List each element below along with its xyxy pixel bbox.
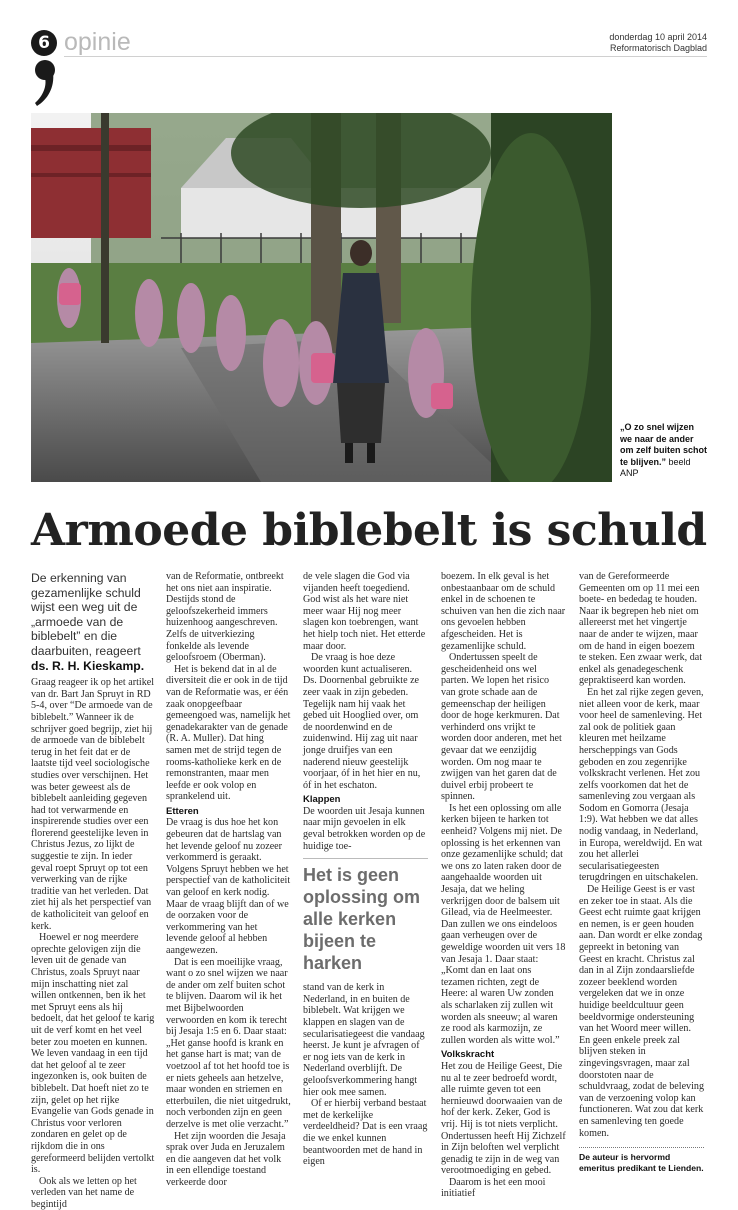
paragraph: De vraag is hoe deze woorden kunt actualiseren. Ds. Doornenbal gebruikte ze zeer vaak in zijn gebeden. Tegelijk nam hij vaak het gebed uit Hooglied over, om de noordenwind en de zuidenwind. Hij zag uit naar jonge druifjes van een naderend nieuw geestelijk voorjaar, óf in het hier en nu, óf in het eschaton. xyxy=(303,652,421,791)
paragraph: Graag reageer ik op het artikel van dr. Bart Jan Spruyt in RD 5-4, over “De armoede van de biblebelt.” Wanneer ik de schrijver goed begrijp, ziet hij de armoede van de biblebelt terug in het feit dat er de laatste tijd veel sociologische studies over verschijnen. Het was beter geweest als de biblebelt aanleiding gegeven had tot verwarmende en inspirerende studies over een florerend geestelijke leven in Christus Jezus, zo lijkt de suggestie te zijn. In ieder geval roept Spruyt op tot een verwerking van de rijke traditie van het verleden. Dat ziet hij als het perspectief van de katholiciteit van geloof en kerk. xyxy=(31,677,155,932)
article-headline: Armoede biblebelt is schuld xyxy=(31,505,707,556)
paragraph: Het zou de Heilige Geest, Die nu al te zeer bedroefd wordt, alle ruimte geven tot een hernieuwd doorwaaien van de hof der kerk. Zeker, God is vrij. Hij is tot niets verplicht. Ondertussen heeft Hij Zichzelf in Zijn beloften wel verplicht genadig te zijn in de weg van verootmoediging en gebed. xyxy=(441,1060,566,1177)
author-note: De auteur is hervormd emeritus predikant te Lienden. xyxy=(579,1152,704,1173)
paragraph: Het zijn woorden die Jesaja sprak over Juda en Jeruzalem en die aangeven dat het volk in een ellendige toestand verkeerde door xyxy=(166,1130,286,1188)
paragraph: Dat is een moeilijke vraag, want o zo snel wijzen we naar de ander om zelf buiten schot te blijven. Daarom wil ik het met Bijbelwoorden verwoorden en kom ik terecht bij Jesaja 1:5 en 6. Daar staat: „Het ganse hoofd is krank en het ganse hart is mat; van de voetzool af tot het hoofd toe is er niets geheels aan hetzelve, maar wonden en striemen en etterbuilen, die niet uitgedrukt, noch verbonden zijn en geen derzelve is met olie verzacht.” xyxy=(166,956,291,1130)
photo-credit: beeld ANP xyxy=(620,456,691,478)
article-column-2 xyxy=(166,571,291,1188)
photo-caption xyxy=(620,422,708,480)
article-column-1 xyxy=(31,571,156,1210)
article-photo xyxy=(31,113,612,482)
subhead: Etteren xyxy=(166,805,199,817)
page-number: 6 xyxy=(31,30,57,56)
paragraph: van de Reformatie, ontbreekt het ons niet aan inspiratie. Destijds stond de geloofszekerheid immers huizenhoog aangeschreven. Zelfs de uitverkiezing fonkelde als levende geloofsroem (Oberman). xyxy=(166,571,284,664)
paragraph: De woorden uit Jesaja kunnen naar mijn gevoelen in elk geval betrokken worden op de huidige toe- xyxy=(303,805,426,852)
article-intro xyxy=(31,571,156,673)
intro-text: De erkenning van gezamenlijke schuld wijst een weg uit de „armoede van de biblebelt” en die daarbuiten, reageert xyxy=(31,571,141,658)
subhead: Klappen xyxy=(303,794,341,806)
article-column-5 xyxy=(579,571,704,1173)
paragraph: Ook als we letten op het verleden van het name de begintijd xyxy=(31,1175,137,1210)
paragraph: Het is bekend dat in al de diversiteit die er ook in de tijd van de Reformatie was, er één zaak onopgeefbaar gemeengoed was, namelijk het genadekarakter van de genade (R. A. Muller). Dat hing samen met de strijd tegen de rooms-katholieke kerk en de remonstranten, maar men leefde er ook volop en sprankelend uit. xyxy=(166,663,291,803)
article-column-4 xyxy=(441,571,566,1200)
paragraph: Hoewel er nog meerdere oprechte gelovigen zijn die leven uit de genade van Christus, zoals Spruyt naar mijn inschatting niet zal willen ontkennen, ben ik het met Spruyt eens als hij bedoelt, dat het geloof te karig uit de verf komt en het veel beter zou moeten en kunnen. We leven vandaag in een tijd dat het geloof al te zeer ingezonken is, ook buiten de biblebelt. Dat hoeft niet zo te zijn, gelet op het rijke Evangelie van Gods genade in Christus voor verloren zondaren en gelet op de rijkdom die in ons gereformeerd belijden vertolkt is. xyxy=(31,932,155,1176)
paragraph: Ondertussen speelt de gescheidenheid ons wel parten. We lopen het risico van grote schade aan de gemeenschap der heiligen door de hoge kerkmuren. Dat verhinderd ons vrijkt te worden door anderen, met het gevaar dat we eenzijdig worden. Om nog maar te zwijgen van het garen dat de duivel erbij probeert te spinnen. xyxy=(441,652,562,803)
paragraph: De Heilige Geest is er vast en zeker toe in staat. Als die Geest echt ruimte gaat krijgen en nemen, is er geen houden aan. Dan wordt er elke zondag gepreekt in betoning van Geest en kracht. Christus zal dan in al Zijn zondaarsliefde zozeer beeklend worden vergeleken dat we in onze huidige beeldcultuur geen beeldvormige ondersteuning van het Woord meer willen. En geen enkele preek zal blijven steken in zingevingsvragen, maar zal doorstoten naar de schuldvraag, zodat de beleving van de verzoening volop kan functioneren. Wat zou dat kerk en samenleving ten goede komen. xyxy=(579,884,705,1139)
pull-quote: Het is geen oplossing om alle kerken bijeen te harken xyxy=(303,858,428,974)
comma-icon xyxy=(33,58,57,108)
caption-quote: „O zo snel wijzen we naar de ander om zelf buiten schot te blijven.” xyxy=(620,422,708,467)
issue-date: donderdag 10 april 2014 xyxy=(609,32,707,42)
article-column-3 xyxy=(303,571,428,1168)
dateline xyxy=(609,32,707,54)
paragraph: van de Gereformeerde Gemeenten om op 11 mei een boete- en bededag te houden. Naar ik begrepen heb niet om allereerst met het vingertje naar de ander te wijzen, maar om de hand in eigen boezem te steken. Een zwaar werk, dat enkel als genadegeschenk gepraktiseerd kan worden. xyxy=(579,571,703,687)
intro-author: ds. R. H. Kieskamp. xyxy=(31,658,145,673)
newspaper-name: Reformatorisch Dagblad xyxy=(609,43,707,53)
paragraph: De vraag is dus hoe het kon gebeuren dat de hartslag van het levende geloof nu zozeer verkommerd is geraakt. Volgens Spruyt hebben we het perspectief van de katholiciteit van geloof en kerk nodig. Maar de vraag blijft dan of we de oorzaken voor de verkommering van het levende geloof al hebben aangewezen. xyxy=(166,817,291,956)
paragraph: stand van de kerk in Nederland, in en buiten de biblebelt. Wat krijgen we klappen en slagen van de secularisatiegeest die vandaag heerst. Je kunt je afvragen of er nog iets van de kerk in Nederland overblijft. De geloofsverkommering hangt hier ook mee samen. xyxy=(303,982,425,1098)
author-note-divider xyxy=(579,1147,704,1148)
paragraph: de vele slagen die God via vijanden heeft toegediend. God wist als het ware niet meer waar Hij nog meer slagen kon toebrengen, want het hielp toch niet. Het etterde maar door. xyxy=(303,571,426,652)
paragraph: Of er hierbij verband bestaat met de kerkelijke verdeeldheid? Dat is een vraag die we enkel kunnen beantwoorden met de hand in eigen xyxy=(303,1098,428,1168)
paragraph: Daarom is het een mooi initiatief xyxy=(441,1176,546,1200)
paragraph: Is het een oplossing om alle kerken bijeen te harken tot eenheid? Volgens mij niet. De oplossing is het erkennen van onze gezamenlijke schuld; dat we ons zo laten raken door de aangehaalde woorden uit Jesaja, dat we heling verkrijgen door de balsem uit Gilead, via de Heelmeester. Dan zullen we ons eindeloos gaan verheugen over de geweldige woorden uit vers 18 van Jesaja 1. Daar staat: „Komt dan en laat ons tezamen richten, zegt de Heere: al waren Uw zonden als scharlaken zij zullen wit worden als sneeuw; al waren ze rood als karmozijn, ze zullen worden als witte wol.” xyxy=(441,802,566,1046)
subhead: Volkskracht xyxy=(441,1049,495,1061)
header-divider xyxy=(64,56,707,57)
paragraph: En het zal rijke zegen geven, niet alleen voor de kerk, maar voor heel de samenleving. Het zal ook de politiek gaan kleuren met heilzame herscheppings van Gods geboden en zou zegenrijke volkskracht verlenen. Het zou zelfs voorkomen dat het de samenleving zou vergaan als Sodom en Gomorra (Jesaja 1:9). Wat hebben we dat alles nodig vandaag, in Nederland, in Europa, wereldwijd. En wat zou het allerlei secularisatiegeesten terugdringen en uitschakelen. xyxy=(579,686,704,884)
section-title: opinie xyxy=(64,28,131,56)
paragraph: boezem. In elk geval is het onbestaanbaar om de schuld enkel in de schoenen te schuiven van hen die zich naar ons gevoelen hebben afgescheiden. Het is gezamenlijke schuld. xyxy=(441,571,566,652)
